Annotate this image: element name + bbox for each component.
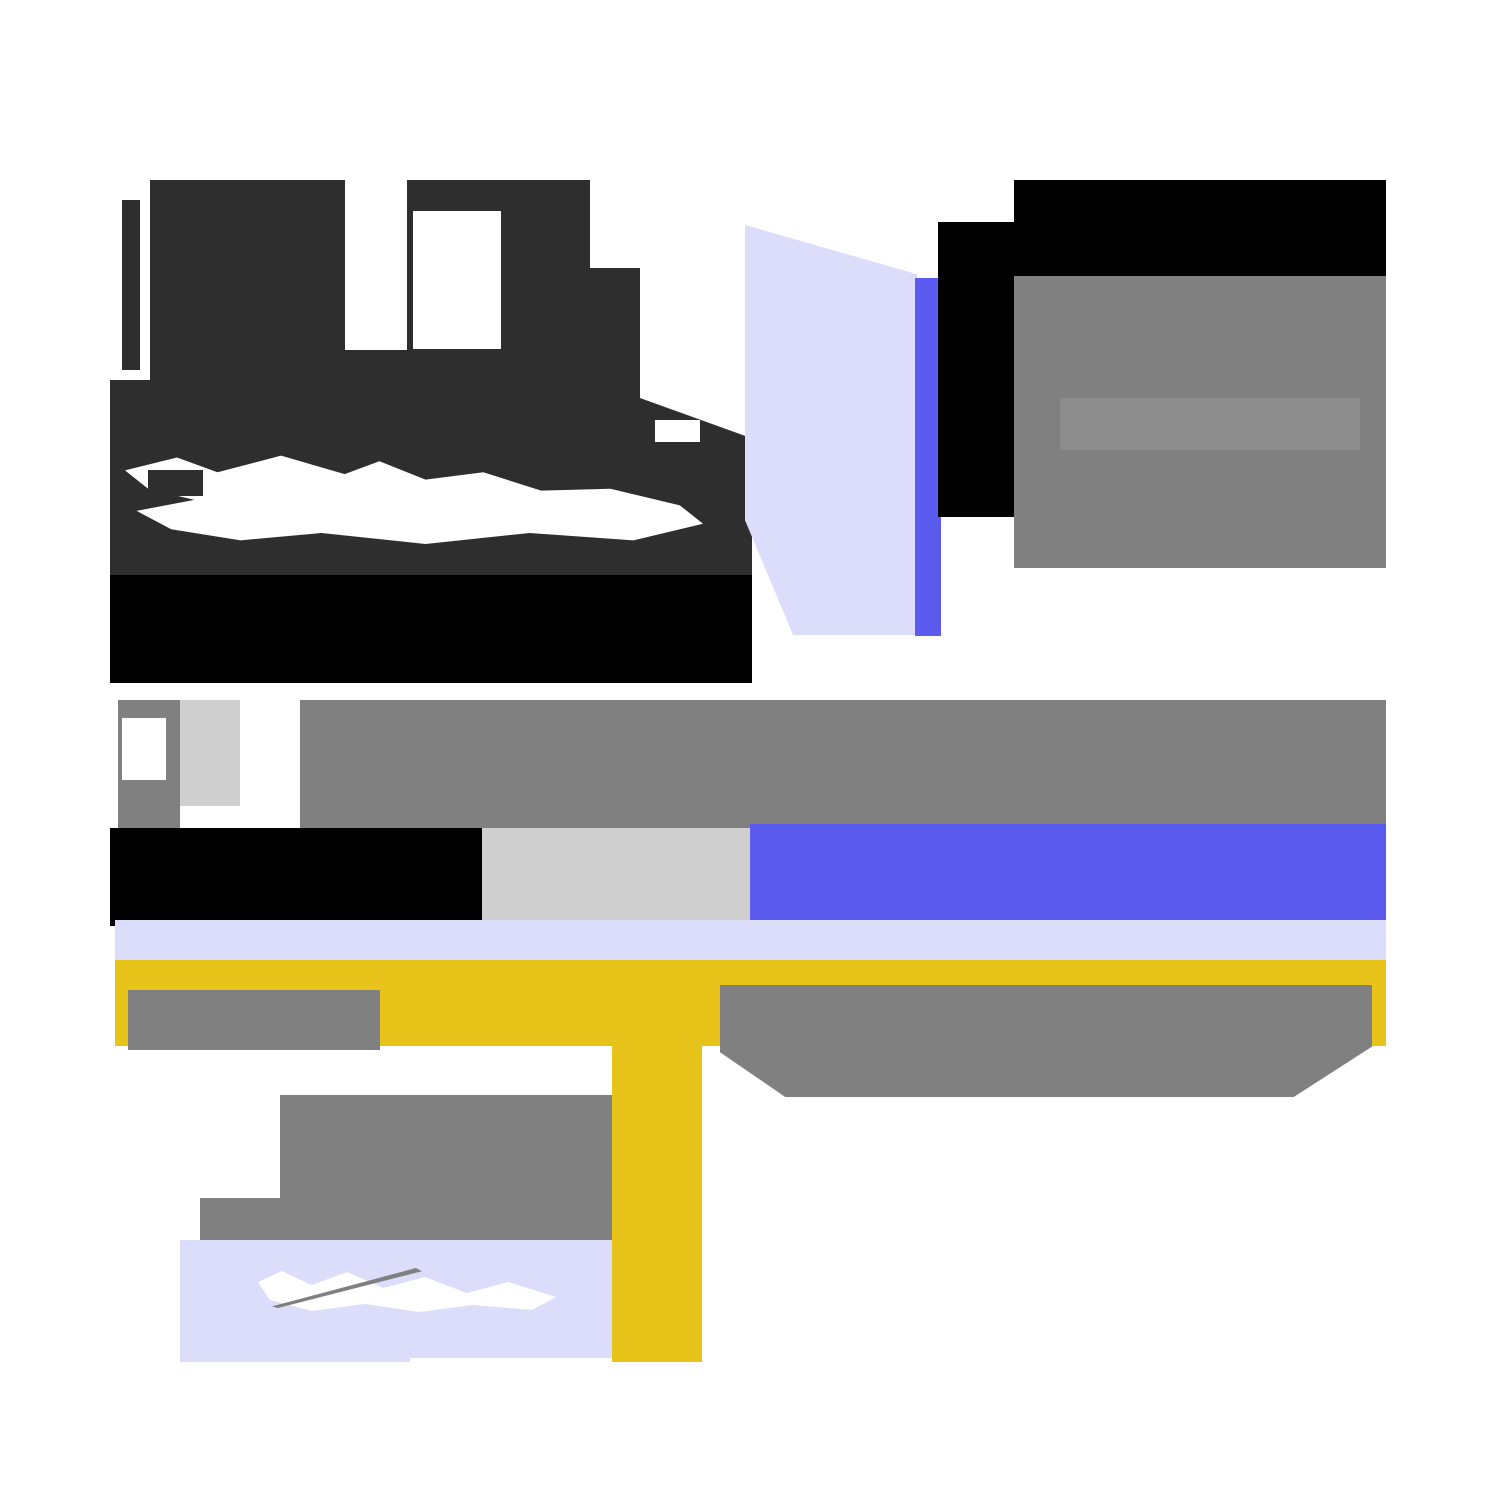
footer-caption: [740, 1000, 1350, 1080]
header-dark-cutout-c: [590, 180, 648, 268]
page-title: [160, 610, 720, 644]
header-dark-cutout-b: [407, 205, 507, 355]
blue-band-right: [750, 824, 1386, 926]
page-subtitle: [160, 646, 720, 676]
gray-mid-band: [300, 700, 1386, 830]
right-paragraph: [1030, 290, 1374, 550]
black-top-right-bar: [1014, 180, 1386, 276]
gray-lower-left-block: [128, 990, 380, 1050]
pale-blue-underline-row: [115, 920, 1386, 962]
panel-pale-blue-left: [745, 225, 917, 635]
black-band-left: [110, 828, 482, 926]
pale-blue-lower-tail: [180, 1300, 410, 1362]
header-dark-cutout-a: [345, 180, 407, 350]
header-dark-tail-gap: [655, 420, 700, 442]
swatch-white-inner: [122, 718, 166, 780]
header-dark-notch-inner: [122, 200, 140, 370]
yellow-vertical-bar: [612, 1044, 702, 1362]
gray-lower-stack-1: [280, 1095, 612, 1207]
light-gray-band-mid: [482, 828, 750, 926]
header-wordmark-notch: [148, 470, 203, 496]
swatch-light-gray: [180, 700, 240, 806]
black-column-right: [938, 222, 1016, 517]
